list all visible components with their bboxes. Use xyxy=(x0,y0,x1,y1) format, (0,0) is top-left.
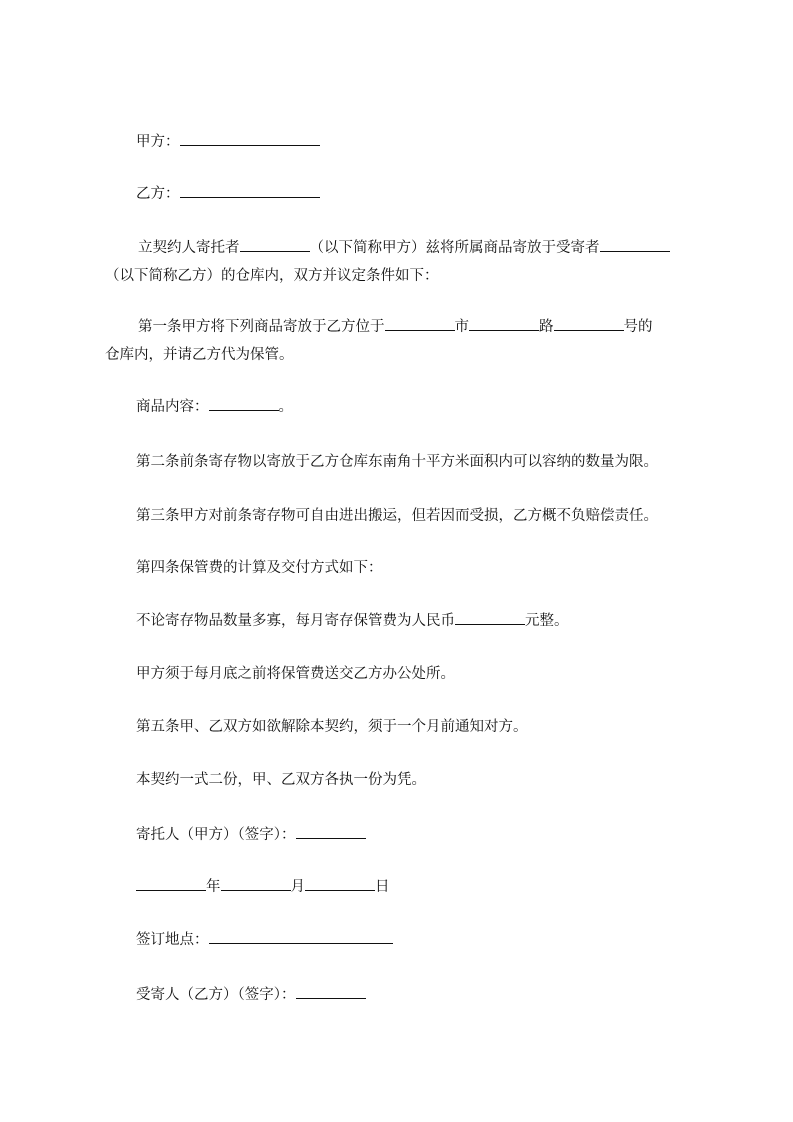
party-b-blank[interactable] xyxy=(180,185,320,198)
signer-a-line xyxy=(136,825,366,845)
article1-road: 路 xyxy=(539,319,554,335)
location-blank[interactable] xyxy=(385,318,455,331)
party-b-label: 乙方： xyxy=(136,186,180,202)
fee-text-1: 不论寄存物品数量多寡，每月寄存保管费为人民币 xyxy=(136,613,455,629)
article4: 第四条保管费的计算及交付方式如下： xyxy=(136,560,383,576)
copies-clause: 本契约一式二份，甲、乙双方各执一份为凭。 xyxy=(136,772,426,788)
goods-label: 商品内容： xyxy=(136,399,209,415)
party-a-label: 甲方： xyxy=(136,134,180,150)
day-blank[interactable] xyxy=(305,878,375,891)
signer-b-label: 受寄人（乙方）（签字）： xyxy=(136,987,296,1003)
place-label: 签订地点： xyxy=(136,932,209,948)
article3: 第三条甲方对前条寄存物可自由进出搬运，但若因而受损，乙方概不负赔偿责任。 xyxy=(136,508,658,524)
signer-b-line xyxy=(136,985,366,1005)
signer-b-blank[interactable] xyxy=(296,986,366,999)
preamble-text-3: （以下简称乙方）的仓库内，双方并议定条件如下： xyxy=(105,268,439,284)
goods-line xyxy=(136,397,293,417)
month-blank[interactable] xyxy=(221,878,291,891)
fee-text-2: 元整。 xyxy=(525,613,569,629)
article2: 第二条前条寄存物以寄放于乙方仓库东南角十平方米面积内可以容纳的数量为限。 xyxy=(136,454,658,470)
city-blank[interactable] xyxy=(469,318,539,331)
date-year: 年 xyxy=(206,879,221,895)
date-line xyxy=(136,877,390,897)
article1-paragraph xyxy=(105,313,705,369)
article1-text-1: 第一条甲方将下列商品寄放于乙方位于 xyxy=(138,319,385,335)
place-blank[interactable] xyxy=(209,931,393,944)
goods-end: 。 xyxy=(278,399,293,415)
article1-number: 号的 xyxy=(623,319,653,335)
preamble-paragraph xyxy=(105,234,705,290)
consignor-blank[interactable] xyxy=(240,239,310,252)
article1-text-2: 仓库内，并请乙方代为保管。 xyxy=(105,347,294,363)
date-day: 日 xyxy=(375,879,390,895)
party-a-blank[interactable] xyxy=(180,133,320,146)
place-line xyxy=(136,930,393,950)
goods-blank[interactable] xyxy=(209,398,279,411)
preamble-text-2: （以下简称甲方）兹将所属商品寄放于受寄者 xyxy=(309,240,600,256)
preamble-text-1: 立契约人寄托者 xyxy=(138,240,240,256)
road-blank[interactable] xyxy=(554,318,624,331)
fee-line xyxy=(136,611,569,631)
article5: 第五条甲、乙双方如欲解除本契约，须于一个月前通知对方。 xyxy=(136,719,528,735)
date-month: 月 xyxy=(290,879,305,895)
consignee-blank[interactable] xyxy=(600,239,670,252)
year-blank[interactable] xyxy=(136,878,206,891)
party-b-line xyxy=(136,184,320,204)
article1-city: 市 xyxy=(454,319,469,335)
fee-blank[interactable] xyxy=(455,612,525,625)
party-a-line xyxy=(136,132,320,152)
signer-a-label: 寄托人（甲方）（签字）： xyxy=(136,827,296,843)
payment-clause: 甲方须于每月底之前将保管费送交乙方办公处所。 xyxy=(136,666,455,682)
signer-a-blank[interactable] xyxy=(296,826,366,839)
